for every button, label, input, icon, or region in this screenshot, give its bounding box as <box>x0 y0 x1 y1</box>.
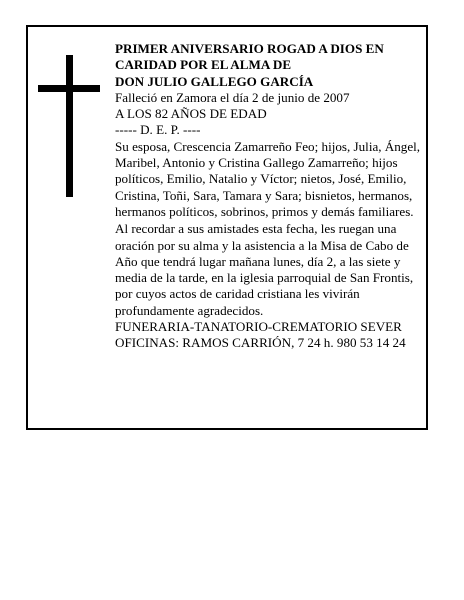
heading-line-1: PRIMER ANIVERSARIO ROGAD A DIOS EN <box>115 41 384 56</box>
cross-horizontal-bar <box>38 85 100 92</box>
rip-line: ----- D. E. P. ---- <box>115 122 201 138</box>
cross-vertical-bar <box>66 55 73 197</box>
offices-line: OFICINAS: RAMOS CARRIÓN, 7 24 h. 980 53 14 24 <box>115 335 406 351</box>
obituary-notice <box>26 25 428 430</box>
family-paragraph: Su esposa, Crescencia Zamarreño Feo; hijos, Julia, Ángel, Maribel, Antonio y Cristina Gallego Zamarreño; hijos políticos, Emilio, Natalio y Víctor; nietos, José, Emilio, Cristina, Toñi, Sara, Tamara y Sara; bisnietos, hermanos, hermanos políticos, sobrinos, primos y demás familiares. <box>115 138 421 219</box>
notice-heading <box>115 41 425 90</box>
age-line: A LOS 82 AÑOS DE EDAD <box>115 106 267 122</box>
mass-paragraph: Al recordar a sus amistades esta fecha, les ruegan una oración por su alma y la asistencia a la Misa de Cabo de Año que tendrá lugar mañana lunes, día 2, a las siete y media de la tarde, en la iglesia parroquial de San Frontis, por cuyos actos de caridad cristiana les vivirán profundamente agradecidos. <box>115 221 414 318</box>
funeral-home-line: FUNERARIA-TANATORIO-CREMATORIO SEVER <box>115 319 402 335</box>
notice-content <box>115 41 425 352</box>
death-date-line: Falleció en Zamora el día 2 de junio de 2007 <box>115 89 350 105</box>
heading-line-2: CARIDAD POR EL ALMA DE <box>115 57 292 73</box>
heading-line-3: DON JULIO GALLEGO GARCÍA <box>115 73 314 89</box>
